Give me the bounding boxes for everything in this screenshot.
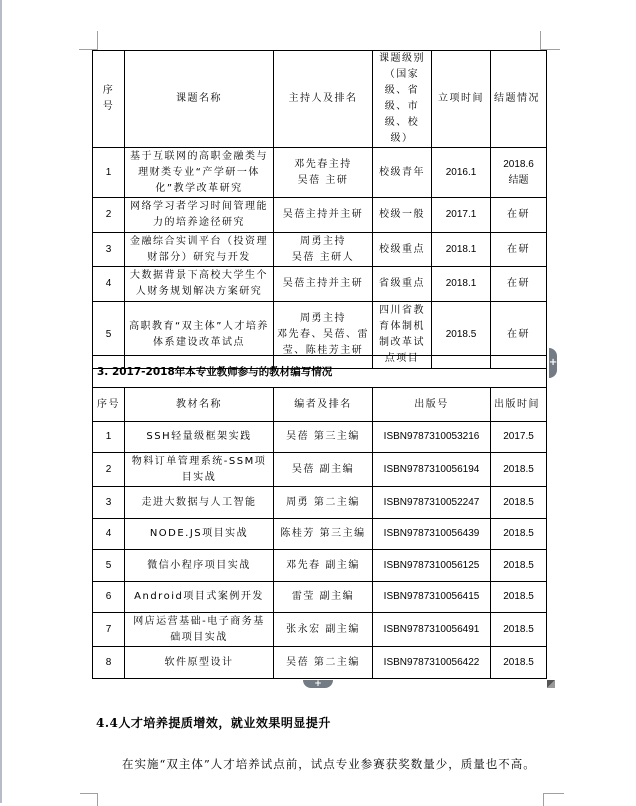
cell-author: 陈桂芳 第三主编	[274, 519, 373, 550]
cell-status: 2018.6 结题	[491, 148, 547, 198]
table-row	[93, 267, 547, 302]
cell-start-time: 2018.1	[432, 267, 491, 302]
cell-status: 在研	[491, 302, 547, 369]
textbooks-table	[92, 355, 547, 679]
table-row	[93, 519, 547, 550]
cell-publish-date: 2018.5	[491, 647, 547, 679]
header-publish-date: 出版时间	[491, 388, 547, 422]
cell-seq: 2	[93, 453, 125, 487]
cell-seq: 4	[93, 519, 125, 550]
cell-level: 省级重点	[373, 267, 432, 302]
cell-publish-date: 2018.5	[491, 582, 547, 613]
cell-seq: 6	[93, 582, 125, 613]
cell-seq: 4	[93, 267, 125, 302]
table-row	[93, 647, 547, 679]
cell-level: 校级一般	[373, 198, 432, 233]
cell-textbook-name: 软件原型设计	[125, 647, 274, 679]
margin-corner-mark-bottom-right	[543, 793, 564, 806]
cell-seq: 3	[93, 233, 125, 267]
header-host: 主持人及排名	[274, 51, 373, 148]
cell-isbn: ISBN9787310053216	[373, 422, 491, 453]
cell-project-name: 基于互联网的高职金融类与理财类专业“产学研一体化”教学改革研究	[125, 148, 274, 198]
window-left-edge	[0, 0, 2, 803]
cell-textbook-name: NODE.JS项目实战	[125, 519, 274, 550]
cell-publish-date: 2018.5	[491, 487, 547, 519]
cell-publish-date: 2018.5	[491, 519, 547, 550]
cell-status: 在研	[491, 198, 547, 233]
header-level: 课题级别（国家级、省级、市级、校级）	[373, 51, 432, 148]
insert-row-button[interactable]	[549, 348, 557, 378]
table-resize-handle[interactable]	[547, 680, 555, 688]
cell-publish-date: 2018.5	[491, 613, 547, 647]
cell-textbook-name: 微信小程序项目实战	[125, 550, 274, 582]
cell-seq: 2	[93, 198, 125, 233]
cell-isbn: ISBN9787310056439	[373, 519, 491, 550]
cell-author: 雷莹 副主编	[274, 582, 373, 613]
cell-host: 周勇主持 邓先春、吴蓓、雷莹、陈桂芳主研	[274, 302, 373, 369]
table-header-row	[93, 388, 547, 422]
table-row	[93, 453, 547, 487]
cell-publish-date: 2018.5	[491, 550, 547, 582]
cell-author: 吴蓓 副主编	[274, 453, 373, 487]
cell-seq: 7	[93, 613, 125, 647]
cell-status: 在研	[491, 267, 547, 302]
cell-publish-date: 2018.5	[491, 453, 547, 487]
cell-isbn: ISBN9787310056415	[373, 582, 491, 613]
cell-project-name: 大数据背景下高校大学生个人财务规划解决方案研究	[125, 267, 274, 302]
cell-project-name: 高职教育“双主体”人才培养体系建设改革试点	[125, 302, 274, 369]
table-row	[93, 422, 547, 453]
cell-project-name: 网络学习者学习时间管理能力的培养途径研究	[125, 198, 274, 233]
cell-start-time: 2018.5	[432, 302, 491, 369]
cell-author: 吴蓓 第三主编	[274, 422, 373, 453]
cell-seq: 1	[93, 148, 125, 198]
section-heading: 4.4人才培养提质增效，就业效果明显提升	[96, 716, 331, 730]
table-row	[93, 198, 547, 233]
cell-textbook-name: 走进大数据与人工智能	[125, 487, 274, 519]
research-projects-table	[92, 50, 547, 369]
cell-host: 吴蓓主持并主研	[274, 267, 373, 302]
cell-textbook-name: 网店运营基础-电子商务基础项目实战	[125, 613, 274, 647]
cell-level: 四川省教育体制机制改革试点项目	[373, 302, 432, 369]
cell-level: 校级重点	[373, 233, 432, 267]
cell-isbn: ISBN9787310056491	[373, 613, 491, 647]
plus-icon: +	[314, 678, 322, 689]
cell-author: 邓先春 副主编	[274, 550, 373, 582]
table-header-row	[93, 51, 547, 148]
table-row	[93, 613, 547, 647]
cell-isbn: ISBN9787310056194	[373, 453, 491, 487]
cell-host: 邓先春主持 吴蓓 主研	[274, 148, 373, 198]
margin-corner-mark-bottom-left	[80, 793, 98, 806]
header-start-time: 立项时间	[432, 51, 491, 148]
cell-project-name: 金融综合实训平台（投资理财部分）研究与开发	[125, 233, 274, 267]
cell-seq: 1	[93, 422, 125, 453]
cell-host: 周勇主持 吴蓓 主研人	[274, 233, 373, 267]
table-row	[93, 233, 547, 267]
cell-isbn: ISBN9787310056422	[373, 647, 491, 679]
plus-icon: +	[548, 357, 558, 368]
cell-author: 周勇 第二主编	[274, 487, 373, 519]
cell-textbook-name: SSH轻量级框架实践	[125, 422, 274, 453]
cell-publish-date: 2017.5	[491, 422, 547, 453]
cell-textbook-name: 物料订单管理系统-SSM项目实战	[125, 453, 274, 487]
cell-start-time: 2016.1	[432, 148, 491, 198]
header-status: 结题情况	[491, 51, 547, 148]
cell-start-time: 2017.1	[432, 198, 491, 233]
body-paragraph: 在实施“双主体”人才培养试点前，试点专业参赛获奖数量少，质量也不高。	[122, 757, 536, 771]
table-row	[93, 582, 547, 613]
header-isbn: 出版号	[373, 388, 491, 422]
cell-level: 校级青年	[373, 148, 432, 198]
header-seq: 序 号	[93, 51, 125, 148]
table-row	[93, 487, 547, 519]
header-project-name: 课题名称	[125, 51, 274, 148]
table-row	[93, 148, 547, 198]
cell-seq: 3	[93, 487, 125, 519]
cell-seq: 8	[93, 647, 125, 679]
cell-author: 吴蓓 第二主编	[274, 647, 373, 679]
margin-corner-mark-top-right	[540, 31, 560, 50]
margin-corner-mark-top-left	[79, 31, 98, 50]
header-textbook-name: 教材名称	[125, 388, 274, 422]
cell-seq: 5	[93, 550, 125, 582]
cell-isbn: ISBN9787310056125	[373, 550, 491, 582]
cell-start-time: 2018.1	[432, 233, 491, 267]
table-row	[93, 550, 547, 582]
header-seq: 序号	[93, 388, 125, 422]
cell-textbook-name: Android项目式案例开发	[125, 582, 274, 613]
insert-column-button[interactable]	[303, 680, 333, 688]
cell-status: 在研	[491, 233, 547, 267]
section-title: 3. 2017-2018年本专业教师参与的教材编写情况	[93, 356, 547, 388]
header-author: 编者及排名	[274, 388, 373, 422]
cell-seq: 5	[93, 302, 125, 369]
cell-isbn: ISBN9787310052247	[373, 487, 491, 519]
cell-author: 张永宏 副主编	[274, 613, 373, 647]
cell-host: 吴蓓主持并主研	[274, 198, 373, 233]
section-title-row	[93, 356, 547, 388]
